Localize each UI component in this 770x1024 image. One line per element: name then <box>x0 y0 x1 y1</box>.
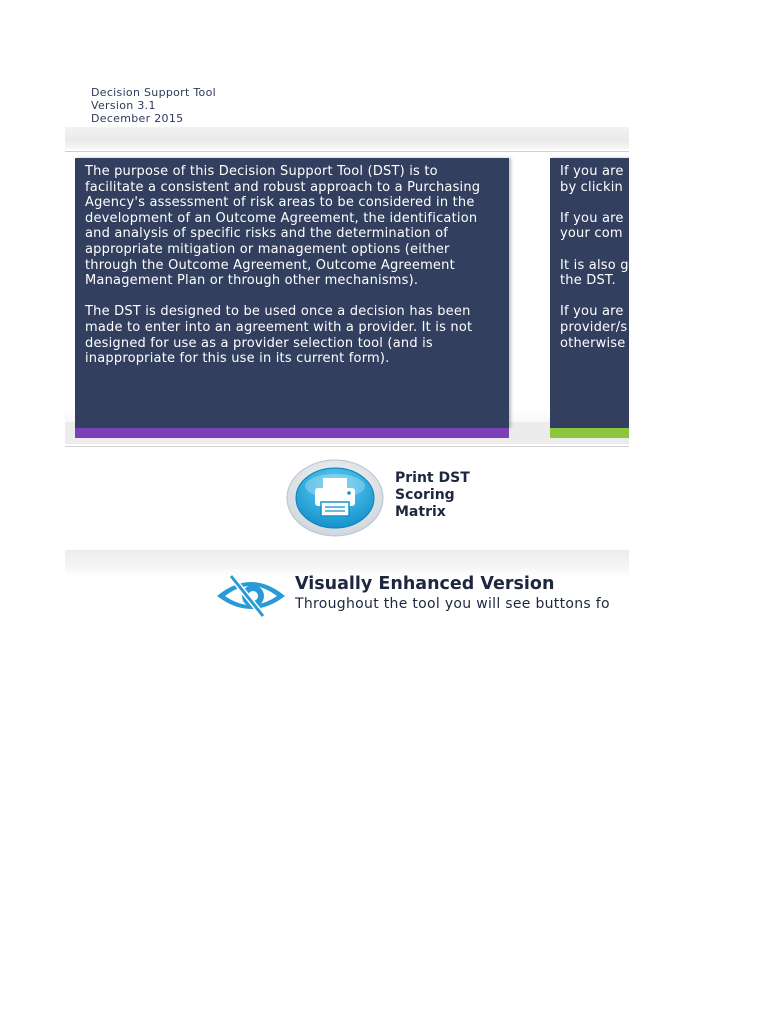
print-dst-label[interactable] <box>395 470 470 521</box>
divider-line <box>65 446 629 447</box>
purpose-panel <box>75 158 509 428</box>
usage-paragraph: The DST is designed to be used once a decision has been made to enter into an agreement with a provider. It is not designed for use as a provider selection tool (and is inappropriate for this use in its current form). <box>85 304 473 367</box>
visually-enhanced-title: Visually Enhanced Version <box>295 574 555 594</box>
instruction-line: your com <box>560 226 623 242</box>
version-label: Version 3.1 <box>91 99 156 112</box>
instruction-line: It is also g <box>560 257 629 273</box>
instruction-line: If you are <box>560 210 624 226</box>
print-dst-scoring-matrix-button[interactable] <box>285 458 385 538</box>
worksheet <box>65 0 629 640</box>
print-label-line[interactable]: Matrix <box>395 504 446 520</box>
instruction-line: otherwise <box>560 335 626 351</box>
purpose-paragraph: The purpose of this Decision Support Tool (DST) is to facilitate a consistent and robust approach to a Purchasing Agency's assessment of risk areas to be considered in the development of an Outcome Agreement, the identification and analysis of specific risks and the determination of appropriate mitigation or management options (either through the Outcome Agreement, Outcome Agreement Management Plan or through other mechanisms). <box>85 164 481 289</box>
instruction-line: If you are <box>560 164 624 179</box>
visually-enhanced-description: Throughout the tool you will see buttons fo <box>295 596 610 612</box>
instruction-line: provider/s <box>560 319 628 335</box>
document-header <box>91 86 216 125</box>
section-divider-band <box>65 550 629 576</box>
tool-name: Decision Support Tool <box>91 86 216 99</box>
purpose-panel-accent <box>75 428 509 438</box>
instruction-line: If you are <box>560 304 624 320</box>
instructions-panel <box>550 158 629 428</box>
eye-slash-icon[interactable] <box>213 572 289 618</box>
instruction-line: by clickin <box>560 179 623 195</box>
header-divider-band <box>65 127 629 149</box>
instruction-line: the DST. <box>560 273 616 289</box>
instructions-panel-accent <box>550 428 629 438</box>
printer-icon[interactable] <box>285 458 385 538</box>
print-label-line[interactable]: Print DST <box>395 470 470 486</box>
date-label: December 2015 <box>91 112 184 125</box>
print-label-line[interactable]: Scoring <box>395 487 455 503</box>
